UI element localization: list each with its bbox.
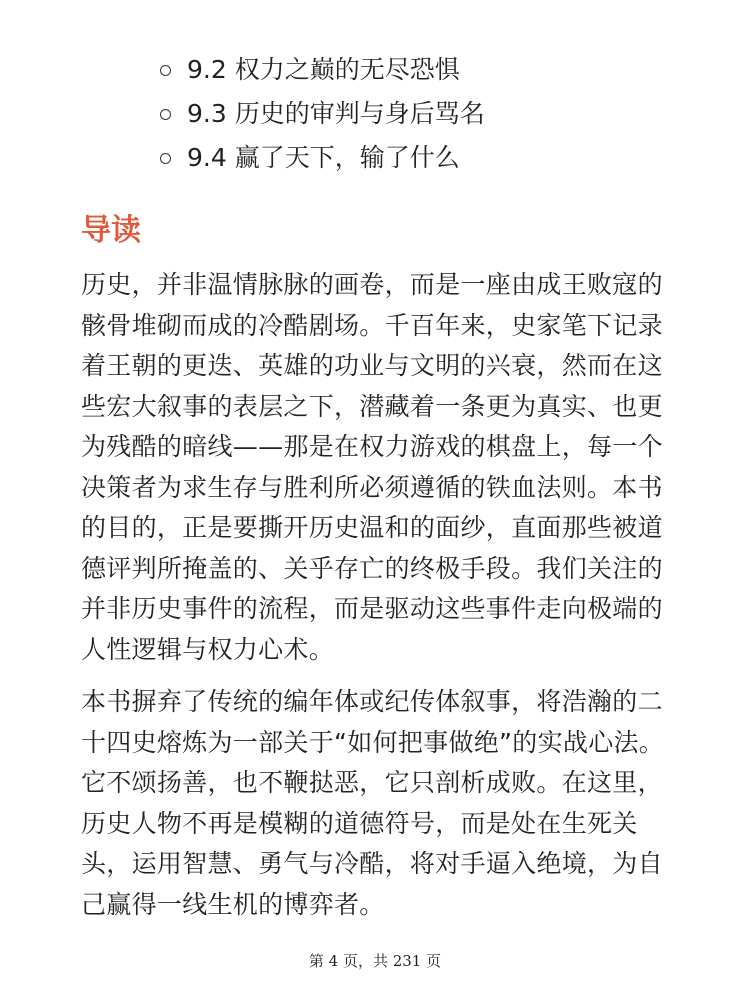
toc-item-9-2[interactable] — [160, 48, 485, 92]
body-paragraph: 本书摒弃了传统的编年体或纪传体叙事，将浩瀚的二十四史熔炼为一部关于“如何把事做绝”的实战心法。它不颂扬善，也不鞭挞恶，它只剖析成败。在这里，历史人物不再是模糊的道德符号，而是处在生死关头，运用智慧、勇气与冷酷，将对手逼入绝境，为自己赢得一线生机的博弈者。 — [81, 687, 665, 919]
toc-item-label[interactable]: 9.3 历史的审判与身后骂名 — [187, 99, 485, 128]
page-number-footer: 第 4 页，共 231 页 — [308, 952, 442, 970]
body-paragraph: 历史，并非温情脉脉的画卷，而是一座由成王败寇的骸骨堆砌而成的冷酷剧场。千百年来，史家笔下记录着王朝的更迭、英雄的功业与文明的兴衰，然而在这些宏大叙事的表层之下，潜藏着一条更为真实、也更为残酷的暗线——那是在权力游戏的棋盘上，每一个决策者为求生存与胜利所必须遵循的铁血法则。本书的目的，正是要撕开历史温和的面纱，直面那些被道德评判所掩盖的、关乎存亡的终极手段。我们关注的并非历史事件的流程，而是驱动这些事件走向极端的人性逻辑与权力心术。 — [81, 270, 663, 664]
toc-item-9-3[interactable] — [160, 92, 485, 136]
toc-item-label[interactable]: 9.2 权力之巅的无尽恐惧 — [187, 55, 460, 84]
hollow-circle-bullet-icon — [160, 153, 171, 164]
hollow-circle-bullet-icon — [160, 65, 171, 76]
hollow-circle-bullet-icon — [160, 109, 171, 120]
section-heading: 导读 — [81, 213, 141, 248]
toc-item-label[interactable]: 9.4 赢了天下，输了什么 — [187, 143, 460, 172]
toc-item-9-4[interactable] — [160, 136, 485, 180]
table-of-contents-list — [160, 48, 485, 180]
